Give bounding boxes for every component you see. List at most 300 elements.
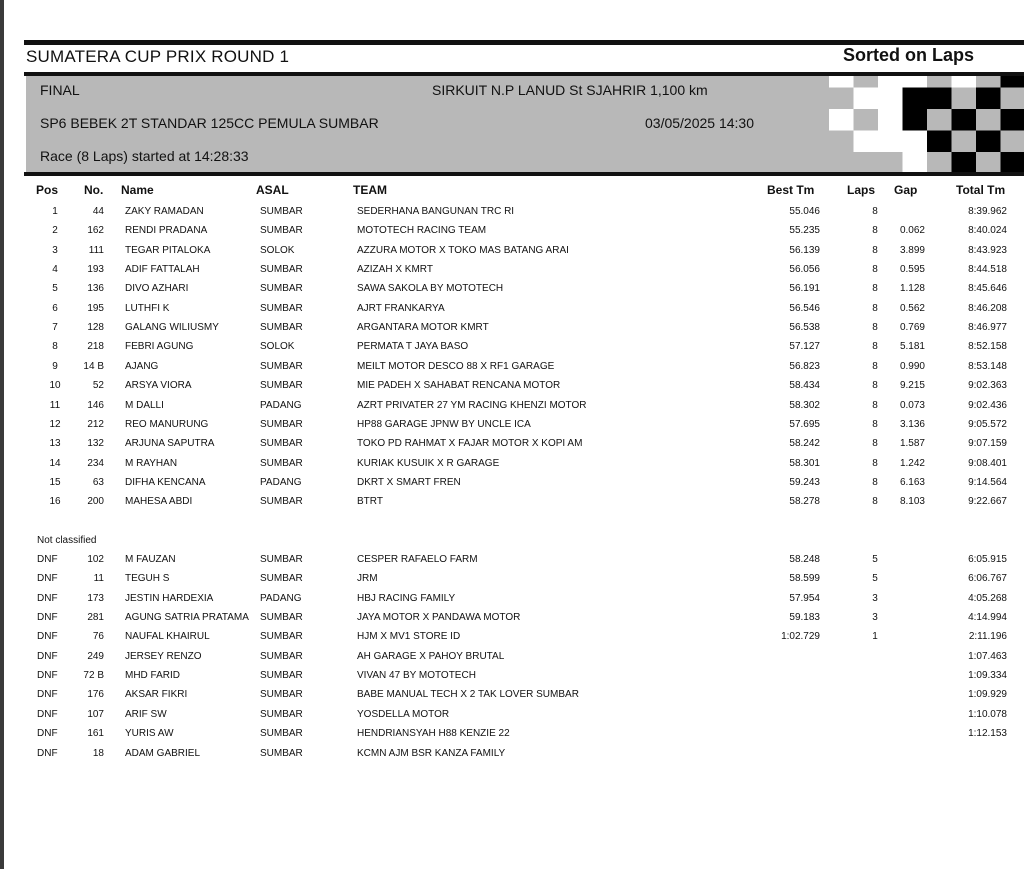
cell-pos: 7 xyxy=(52,322,58,334)
cell-total: 8:40.024 xyxy=(968,225,1007,237)
cell-name: JESTIN HARDEXIA xyxy=(125,592,214,604)
cell-laps: 8 xyxy=(872,399,878,411)
cell-total: 6:05.915 xyxy=(968,554,1007,565)
cell-pos: 15 xyxy=(49,476,61,488)
table-row xyxy=(0,554,1024,573)
cell-pos: 2 xyxy=(52,225,58,237)
cell-total: 9:14.564 xyxy=(968,476,1007,488)
cell-team: SAWA SAKOLA BY MOTOTECH xyxy=(357,283,504,295)
cell-asal: SUMBAR xyxy=(260,418,303,430)
checkered-flag-icon xyxy=(768,76,1024,172)
cell-asal: PADANG xyxy=(260,399,302,411)
checker-cell xyxy=(903,76,928,88)
checker-cell xyxy=(976,76,1001,88)
checker-cell xyxy=(976,109,1001,131)
table-row xyxy=(0,303,1024,322)
table-row xyxy=(0,496,1024,515)
cell-total: 8:43.923 xyxy=(968,244,1007,256)
cell-no: 14 B xyxy=(83,360,104,372)
cell-pos: DNF xyxy=(37,670,58,682)
checker-cell xyxy=(952,88,977,110)
cell-asal: SUMBAR xyxy=(260,573,303,585)
cell-gap: 0.562 xyxy=(899,302,925,314)
cell-team: JAYA MOTOR X PANDAWA MOTOR xyxy=(357,612,521,624)
cell-no: 212 xyxy=(87,418,104,430)
session-header xyxy=(26,76,1024,172)
cell-team: KURIAK KUSUIK X R GARAGE xyxy=(357,457,500,469)
checker-cell xyxy=(903,109,928,131)
cell-team: ARGANTARA MOTOR KMRT xyxy=(357,322,489,334)
table-row xyxy=(0,419,1024,438)
cell-no: 193 xyxy=(87,264,104,276)
cell-gap: 3.899 xyxy=(899,244,925,256)
cell-pos: DNF xyxy=(37,573,58,585)
cell-no: 107 xyxy=(87,708,104,720)
cell-team: AZRT PRIVATER 27 YM RACING KHENZI MOTOR xyxy=(357,399,587,411)
checker-cell xyxy=(805,131,830,153)
cell-total: 8:45.646 xyxy=(968,283,1007,295)
cell-team: TOKO PD RAHMAT X FAJAR MOTOR X KOPI AM xyxy=(357,438,583,450)
cell-best: 56.546 xyxy=(789,302,820,314)
cell-pos: DNF xyxy=(37,592,58,604)
cell-best: 56.139 xyxy=(789,244,820,256)
cell-pos: DNF xyxy=(37,708,58,720)
checker-cell xyxy=(780,76,805,88)
cell-no: 136 xyxy=(87,283,104,295)
checker-cell xyxy=(927,76,952,88)
table-row xyxy=(0,322,1024,341)
cell-team: SEDERHANA BANGUNAN TRC RI xyxy=(357,206,515,217)
table-row xyxy=(0,748,1024,767)
table-row xyxy=(0,206,1024,225)
table-row xyxy=(0,361,1024,380)
checker-cell xyxy=(976,88,1001,110)
cell-no: 249 xyxy=(87,650,104,662)
checker-cell xyxy=(829,88,854,110)
checker-cell xyxy=(829,131,854,153)
cell-name: ZAKY RAMADAN xyxy=(125,206,204,217)
cell-total: 1:12.153 xyxy=(968,728,1007,740)
cell-gap: 0.595 xyxy=(899,264,925,276)
cell-asal: SUMBAR xyxy=(260,631,303,643)
cell-team: AZIZAH X KMRT xyxy=(357,264,433,276)
cell-laps: 8 xyxy=(872,438,878,450)
cell-total: 2:11.196 xyxy=(968,631,1007,643)
cell-asal: SUMBAR xyxy=(260,380,303,392)
cell-laps: 5 xyxy=(872,554,878,565)
checker-cell xyxy=(829,152,854,172)
cell-team: HENDRIANSYAH H88 KENZIE 22 xyxy=(357,728,510,740)
cell-team: BABE MANUAL TECH X 2 TAK LOVER SUMBAR xyxy=(357,689,579,701)
cell-name: M FAUZAN xyxy=(125,554,176,565)
cell-laps: 1 xyxy=(872,631,878,643)
cell-total: 4:14.994 xyxy=(968,612,1007,624)
cell-team: MIE PADEH X SAHABAT RENCANA MOTOR xyxy=(357,380,561,392)
cell-total: 8:44.518 xyxy=(968,264,1007,276)
checker-cell xyxy=(927,88,952,110)
cell-asal: SUMBAR xyxy=(260,689,303,701)
table-row xyxy=(0,283,1024,302)
cell-laps: 8 xyxy=(872,418,878,430)
cell-best: 56.056 xyxy=(789,264,820,276)
cell-best: 58.301 xyxy=(789,457,820,469)
cell-total: 8:53.148 xyxy=(968,360,1007,372)
cell-name: DIFHA KENCANA xyxy=(125,476,206,488)
cell-name: AKSAR FIKRI xyxy=(125,689,188,701)
checker-cell xyxy=(805,88,830,110)
col-team: TEAM xyxy=(353,183,387,197)
checker-cell xyxy=(878,152,903,172)
cell-gap: 3.136 xyxy=(899,418,925,430)
cell-no: 200 xyxy=(87,496,104,508)
not-classified-label: Not classified xyxy=(37,535,97,546)
cell-asal: SUMBAR xyxy=(260,708,303,720)
col-gap: Gap xyxy=(894,183,918,197)
cell-name: YURIS AW xyxy=(125,728,174,740)
checker-cell xyxy=(903,88,928,110)
cell-pos: 6 xyxy=(52,302,58,314)
cell-best: 55.235 xyxy=(789,225,820,237)
cell-total: 9:22.667 xyxy=(968,496,1007,508)
cell-name: JERSEY RENZO xyxy=(125,650,202,662)
cell-laps: 8 xyxy=(872,476,878,488)
cell-team: MOTOTECH RACING TEAM xyxy=(357,225,487,237)
cell-best: 58.599 xyxy=(789,573,820,585)
cell-asal: SUMBAR xyxy=(260,322,303,334)
cell-asal: SUMBAR xyxy=(260,728,303,740)
cell-asal: SUMBAR xyxy=(260,283,303,295)
cell-name: ARIF SW xyxy=(125,708,167,720)
cell-asal: SUMBAR xyxy=(260,302,303,314)
class-name: SP6 BEBEK 2T STANDAR 125CC PEMULA SUMBAR xyxy=(40,115,379,131)
col-asal: ASAL xyxy=(256,183,289,197)
cell-team: AZZURA MOTOR X TOKO MAS BATANG ARAI xyxy=(357,244,569,256)
checker-cell xyxy=(952,76,977,88)
cell-pos: DNF xyxy=(37,650,58,662)
cell-no: 63 xyxy=(92,476,104,488)
race-info: Race (8 Laps) started at 14:28:33 xyxy=(40,148,249,164)
cell-laps: 3 xyxy=(872,612,878,624)
table-row xyxy=(0,380,1024,399)
cell-total: 8:46.208 xyxy=(968,302,1007,314)
cell-total: 1:07.463 xyxy=(968,650,1007,662)
cell-name: DIVO AZHARI xyxy=(125,283,189,295)
table-row xyxy=(0,709,1024,728)
cell-no: 18 xyxy=(92,747,104,759)
cell-pos: 9 xyxy=(52,360,58,372)
checker-cell xyxy=(829,76,854,88)
header-bottom-rule xyxy=(24,172,1024,176)
col-pos: Pos xyxy=(36,183,59,197)
cell-pos: 3 xyxy=(52,244,58,256)
cell-total: 9:08.401 xyxy=(968,457,1007,469)
cell-pos: DNF xyxy=(37,554,58,565)
cell-team: PERMATA T JAYA BASO xyxy=(357,341,469,353)
cell-asal: SUMBAR xyxy=(260,670,303,682)
cell-team: KCMN AJM BSR KANZA FAMILY xyxy=(357,747,506,759)
cell-pos: 4 xyxy=(52,264,58,276)
table-row xyxy=(0,651,1024,670)
cell-gap: 0.073 xyxy=(899,399,925,411)
cell-best: 56.191 xyxy=(789,283,820,295)
cell-laps: 3 xyxy=(872,592,878,604)
cell-asal: SOLOK xyxy=(260,244,295,256)
cell-team: BTRT xyxy=(357,496,383,508)
cell-gap: 1.587 xyxy=(899,438,925,450)
cell-no: 146 xyxy=(87,399,104,411)
cell-asal: PADANG xyxy=(260,592,302,604)
col-laps: Laps xyxy=(847,183,876,197)
checker-cell xyxy=(878,88,903,110)
checker-cell xyxy=(1001,109,1024,131)
cell-best: 56.538 xyxy=(789,322,820,334)
checker-cell xyxy=(952,109,977,131)
checker-cell xyxy=(854,109,879,131)
col-no: No. xyxy=(84,183,104,197)
cell-best: 58.242 xyxy=(789,438,820,450)
cell-asal: SUMBAR xyxy=(260,650,303,662)
checker-cell xyxy=(780,152,805,172)
checker-cell xyxy=(854,88,879,110)
cell-laps: 8 xyxy=(872,341,878,353)
table-row xyxy=(0,631,1024,650)
cell-total: 8:39.962 xyxy=(968,206,1007,217)
checker-cell xyxy=(780,88,805,110)
cell-no: 128 xyxy=(87,322,104,334)
cell-team: MEILT MOTOR DESCO 88 X RF1 GARAGE xyxy=(357,360,555,372)
table-row xyxy=(0,670,1024,689)
cell-total: 9:05.572 xyxy=(968,418,1007,430)
checker-cell xyxy=(805,152,830,172)
cell-gap: 6.163 xyxy=(899,476,925,488)
cell-team: CESPER RAFAELO FARM xyxy=(357,554,478,565)
col-best-time: Best Tm xyxy=(767,183,815,197)
cell-laps: 8 xyxy=(872,283,878,295)
table-row xyxy=(0,438,1024,457)
cell-asal: SUMBAR xyxy=(260,264,303,276)
sort-label: Sorted on Laps xyxy=(843,45,975,65)
cell-name: ARJUNA SAPUTRA xyxy=(125,438,215,450)
cell-asal: SUMBAR xyxy=(260,496,303,508)
cell-best: 59.243 xyxy=(789,476,820,488)
cell-no: 281 xyxy=(87,612,104,624)
cell-team: HP88 GARAGE JPNW BY UNCLE ICA xyxy=(357,418,531,430)
cell-total: 1:10.078 xyxy=(968,708,1007,720)
checker-cell xyxy=(878,76,903,88)
cell-team: JRM xyxy=(357,573,378,585)
cell-no: 195 xyxy=(87,302,104,314)
cell-team: AH GARAGE X PAHOY BRUTAL xyxy=(357,650,505,662)
cell-laps: 8 xyxy=(872,244,878,256)
cell-name: LUTHFI K xyxy=(125,302,170,314)
race-datetime: 03/05/2025 14:30 xyxy=(645,115,754,131)
cell-no: 132 xyxy=(87,438,104,450)
cell-name: FEBRI AGUNG xyxy=(125,341,194,353)
cell-asal: SUMBAR xyxy=(260,225,303,237)
cell-no: 161 xyxy=(87,728,104,740)
checker-cell xyxy=(878,109,903,131)
cell-gap: 9.215 xyxy=(899,380,925,392)
cell-asal: SOLOK xyxy=(260,341,295,353)
cell-name: M RAYHAN xyxy=(125,457,178,469)
cell-total: 9:07.159 xyxy=(968,438,1007,450)
checker-cell xyxy=(927,152,952,172)
cell-name: M DALLI xyxy=(125,399,164,411)
cell-pos: 8 xyxy=(52,341,58,353)
cell-no: 76 xyxy=(92,631,104,643)
table-row xyxy=(0,689,1024,708)
cell-total: 9:02.436 xyxy=(968,399,1007,411)
cell-best: 57.127 xyxy=(789,341,820,353)
cell-laps: 8 xyxy=(872,322,878,334)
cell-best: 58.248 xyxy=(789,554,820,565)
cell-pos: 13 xyxy=(49,438,61,450)
cell-team: HBJ RACING FAMILY xyxy=(357,592,456,604)
cell-name: AGUNG SATRIA PRATAMA xyxy=(125,612,249,624)
cell-gap: 0.769 xyxy=(899,322,925,334)
cell-laps: 8 xyxy=(872,302,878,314)
cell-asal: SUMBAR xyxy=(260,554,303,565)
cell-gap: 1.242 xyxy=(899,457,925,469)
cell-best: 57.954 xyxy=(789,592,820,604)
cell-total: 8:46.977 xyxy=(968,322,1007,334)
cell-laps: 8 xyxy=(872,496,878,508)
cell-pos: DNF xyxy=(37,612,58,624)
table-row xyxy=(0,264,1024,283)
checker-cell xyxy=(927,109,952,131)
cell-laps: 8 xyxy=(872,206,878,217)
cell-no: 52 xyxy=(92,380,104,392)
checker-cell xyxy=(805,109,830,131)
cell-name: MHD FARID xyxy=(125,670,180,682)
cell-total: 1:09.334 xyxy=(968,670,1007,682)
cell-name: TEGAR PITALOKA xyxy=(125,244,211,256)
checker-cell xyxy=(854,131,879,153)
checker-cell xyxy=(854,152,879,172)
cell-name: ADAM GABRIEL xyxy=(125,747,201,759)
cell-name: RENDI PRADANA xyxy=(125,225,208,237)
col-total-time: Total Tm xyxy=(956,183,1006,197)
checker-cell xyxy=(903,152,928,172)
checker-cell xyxy=(854,76,879,88)
cell-best: 55.046 xyxy=(789,206,820,217)
cell-best: 58.278 xyxy=(789,496,820,508)
cell-team: AJRT FRANKARYA xyxy=(357,302,445,314)
cell-laps: 8 xyxy=(872,457,878,469)
checker-cell xyxy=(903,131,928,153)
circuit-name: SIRKUIT N.P LANUD St SJAHRIR 1,100 km xyxy=(432,82,708,98)
cell-asal: PADANG xyxy=(260,476,302,488)
cell-total: 9:02.363 xyxy=(968,380,1007,392)
cell-team: HJM X MV1 STORE ID xyxy=(357,631,461,643)
cell-pos: 11 xyxy=(49,399,61,411)
cell-total: 6:06.767 xyxy=(968,573,1007,585)
cell-pos: 14 xyxy=(49,457,61,469)
checker-cell xyxy=(1001,131,1024,153)
cell-laps: 8 xyxy=(872,264,878,276)
table-row xyxy=(0,400,1024,419)
cell-team: DKRT X SMART FREN xyxy=(357,476,461,488)
cell-best: 1:02.729 xyxy=(781,631,820,643)
cell-pos: 16 xyxy=(49,496,61,508)
table-row xyxy=(0,225,1024,244)
checker-cell xyxy=(805,76,830,88)
cell-no: 102 xyxy=(87,554,104,565)
cell-name: AJANG xyxy=(125,360,159,372)
cell-no: 234 xyxy=(87,457,104,469)
cell-name: NAUFAL KHAIRUL xyxy=(125,631,210,643)
cell-name: GALANG WILIUSMY xyxy=(125,322,219,334)
cell-name: ADIF FATTALAH xyxy=(125,264,200,276)
cell-laps: 5 xyxy=(872,573,878,585)
cell-pos: 10 xyxy=(49,380,61,392)
checker-cell xyxy=(829,109,854,131)
checker-cell xyxy=(952,131,977,153)
cell-pos: 1 xyxy=(52,206,58,217)
table-row xyxy=(0,728,1024,747)
event-title: SUMATERA CUP PRIX ROUND 1 xyxy=(26,47,290,66)
cell-name: ARSYA VIORA xyxy=(125,380,192,392)
checker-cell xyxy=(878,131,903,153)
cell-laps: 8 xyxy=(872,225,878,237)
cell-gap: 0.990 xyxy=(899,360,925,372)
cell-no: 218 xyxy=(87,341,104,353)
checker-cell xyxy=(780,109,805,131)
cell-team: VIVAN 47 BY MOTOTECH xyxy=(357,670,476,682)
cell-asal: SUMBAR xyxy=(260,438,303,450)
cell-best: 57.695 xyxy=(789,418,820,430)
cell-asal: SUMBAR xyxy=(260,457,303,469)
cell-pos: 5 xyxy=(52,283,58,295)
cell-no: 44 xyxy=(92,206,104,217)
cell-no: 11 xyxy=(93,573,104,585)
cell-best: 58.302 xyxy=(789,399,820,411)
cell-best: 59.183 xyxy=(789,612,820,624)
cell-asal: SUMBAR xyxy=(260,612,303,624)
cell-no: 162 xyxy=(87,225,104,237)
checker-cell xyxy=(1001,88,1024,110)
session-name: FINAL xyxy=(40,82,80,98)
table-row xyxy=(0,458,1024,477)
cell-no: 111 xyxy=(88,244,104,256)
table-row xyxy=(0,341,1024,360)
table-row xyxy=(0,612,1024,631)
table-row xyxy=(0,245,1024,264)
checker-cell xyxy=(780,131,805,153)
cell-team: YOSDELLA MOTOR xyxy=(357,708,450,720)
cell-asal: SUMBAR xyxy=(260,360,303,372)
cell-laps: 8 xyxy=(872,360,878,372)
checker-cell xyxy=(1001,76,1024,88)
cell-asal: SUMBAR xyxy=(260,747,303,759)
cell-total: 1:09.929 xyxy=(968,689,1007,701)
table-row xyxy=(0,593,1024,612)
checker-cell xyxy=(927,131,952,153)
cell-asal: SUMBAR xyxy=(260,206,303,217)
cell-best: 56.823 xyxy=(789,360,820,372)
checker-cell xyxy=(976,152,1001,172)
cell-gap: 1.128 xyxy=(899,283,925,295)
cell-gap: 5.181 xyxy=(899,341,925,353)
cell-total: 4:05.268 xyxy=(968,592,1007,604)
cell-total: 8:52.158 xyxy=(968,341,1007,353)
col-name: Name xyxy=(121,183,154,197)
cell-pos: DNF xyxy=(37,728,58,740)
cell-gap: 0.062 xyxy=(899,225,925,237)
cell-pos: DNF xyxy=(37,689,58,701)
table-row xyxy=(0,573,1024,592)
cell-gap: 8.103 xyxy=(899,496,925,508)
